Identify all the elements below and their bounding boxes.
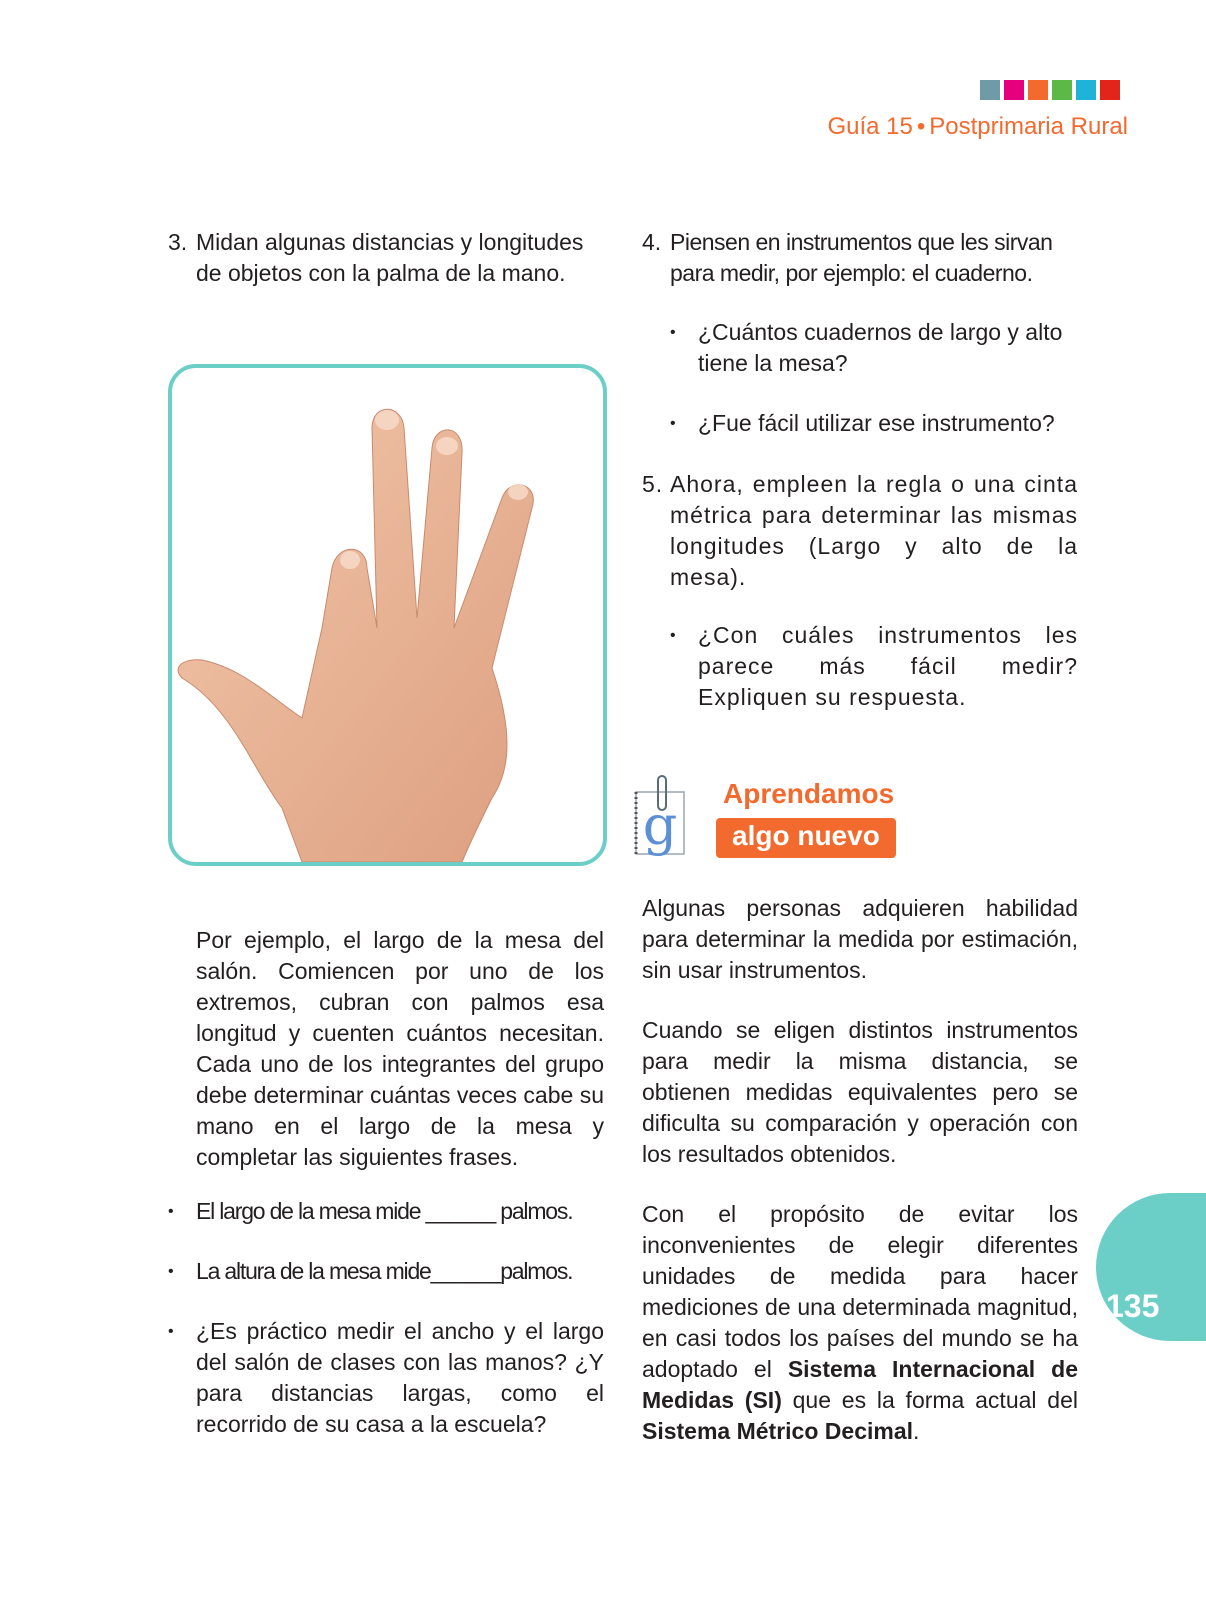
si-text-c: .	[913, 1418, 920, 1444]
series-name: Postprimaria Rural	[929, 113, 1128, 140]
list-item	[168, 1256, 604, 1287]
si-text-a: Con el propósito de evitar los inconvenientes de elegir diferentes unidades de medida para hacer mediciones de una determinada magnitud, en casi todos los países del mundo se ha adoptado el	[642, 1201, 1078, 1382]
color-square	[1076, 80, 1096, 100]
list-item	[168, 1196, 604, 1227]
bullet-mark: •	[168, 1263, 173, 1280]
item-number: 4.	[642, 229, 662, 255]
page-number: 135	[1106, 1288, 1160, 1324]
running-header	[827, 113, 1128, 141]
item-text: Ahora, empleen la regla o una cinta métrica para determinar las mismas longitudes (Largo y alto de la mesa).	[670, 471, 1078, 590]
paragraph-si	[642, 1199, 1078, 1447]
example-paragraph: Por ejemplo, el largo de la mesa del salón. Comiencen por uno de los extremos, cubran con palmos esa longitud y cuenten cuántos necesitan. Cada uno de los integrantes del grupo debe determinar cuántas veces cabe su mano en el largo de la mesa y completar las siguientes frases.	[196, 927, 604, 1170]
section-title-line2: algo nuevo	[732, 820, 880, 851]
list-item-text: La altura de la mesa mide______palmos.	[196, 1258, 573, 1284]
notebook-g-icon	[632, 774, 692, 864]
list-item-text: ¿Es práctico medir el ancho y el largo del salón de clases con las manos? ¿Y para distancias largas, como el recorrido de su casa a la escuela?	[196, 1318, 604, 1437]
open-hand-image	[172, 368, 603, 862]
si-text-b: que es la forma actual del	[781, 1387, 1078, 1413]
metric-system-term: Sistema Métrico Decimal	[642, 1418, 914, 1444]
activity-4-bullets	[642, 317, 1078, 439]
color-square	[1100, 80, 1120, 100]
aprendamos-badge	[642, 774, 908, 870]
activity-5	[642, 469, 1078, 593]
item-number: 5.	[642, 471, 664, 497]
si-term: Sistema Internacional de Medidas (SI)	[642, 1356, 1078, 1413]
list-item-text: ¿Con cuáles instrumentos les parece más fácil medir? Expliquen su respuesta.	[698, 622, 1078, 710]
color-squares	[980, 80, 1120, 100]
list-item-text: ¿Fue fácil utilizar ese instrumento?	[698, 410, 1055, 436]
color-square	[1052, 80, 1072, 100]
bullet-mark: •	[670, 627, 677, 644]
list-item	[168, 1316, 604, 1440]
list-item-text: ¿Cuántos cuadernos de largo y alto tiene la mesa?	[698, 319, 1063, 376]
list-item	[642, 620, 1078, 713]
paragraph-instruments: Cuando se eligen distintos instrumentos para medir la misma distancia, se obtienen medidas equivalentes pero se dificulta su comparación y operación con los resultados obtenidos.	[642, 1017, 1078, 1167]
item-text: Piensen en instrumentos que les sirvan para medir, por ejemplo: el cuaderno.	[670, 229, 1053, 286]
item-text: Midan algunas distancias y longitudes de objetos con la palma de la mano.	[196, 229, 584, 286]
bullet-mark: •	[670, 415, 676, 432]
list-item	[642, 408, 1078, 439]
list-item-text: El largo de la mesa mide ______ palmos.	[196, 1198, 573, 1224]
list-item	[642, 317, 1078, 379]
color-square	[980, 80, 1000, 100]
activity-4	[642, 227, 1078, 289]
section-title-line1: Aprendamos	[723, 778, 895, 809]
bullet-mark: •	[168, 1323, 174, 1340]
header-dot: •	[916, 113, 926, 140]
bullet-mark: •	[670, 324, 676, 341]
item-number: 3.	[168, 229, 188, 255]
activity-5-bullets	[642, 620, 1078, 713]
paragraph-estimation: Algunas personas adquieren habilidad para determinar la medida por estimación, sin usar instrumentos.	[642, 895, 1078, 983]
left-bullets	[168, 1196, 604, 1440]
hand-photo	[168, 364, 607, 866]
new-learning-text	[642, 893, 1078, 1447]
activity-3	[168, 227, 604, 289]
example-paragraph-block	[168, 925, 604, 1173]
color-square	[1028, 80, 1048, 100]
color-square	[1004, 80, 1024, 100]
guide-number: Guía 15	[827, 113, 913, 140]
svg-text:g: g	[642, 794, 678, 857]
bullet-mark: •	[168, 1203, 173, 1220]
